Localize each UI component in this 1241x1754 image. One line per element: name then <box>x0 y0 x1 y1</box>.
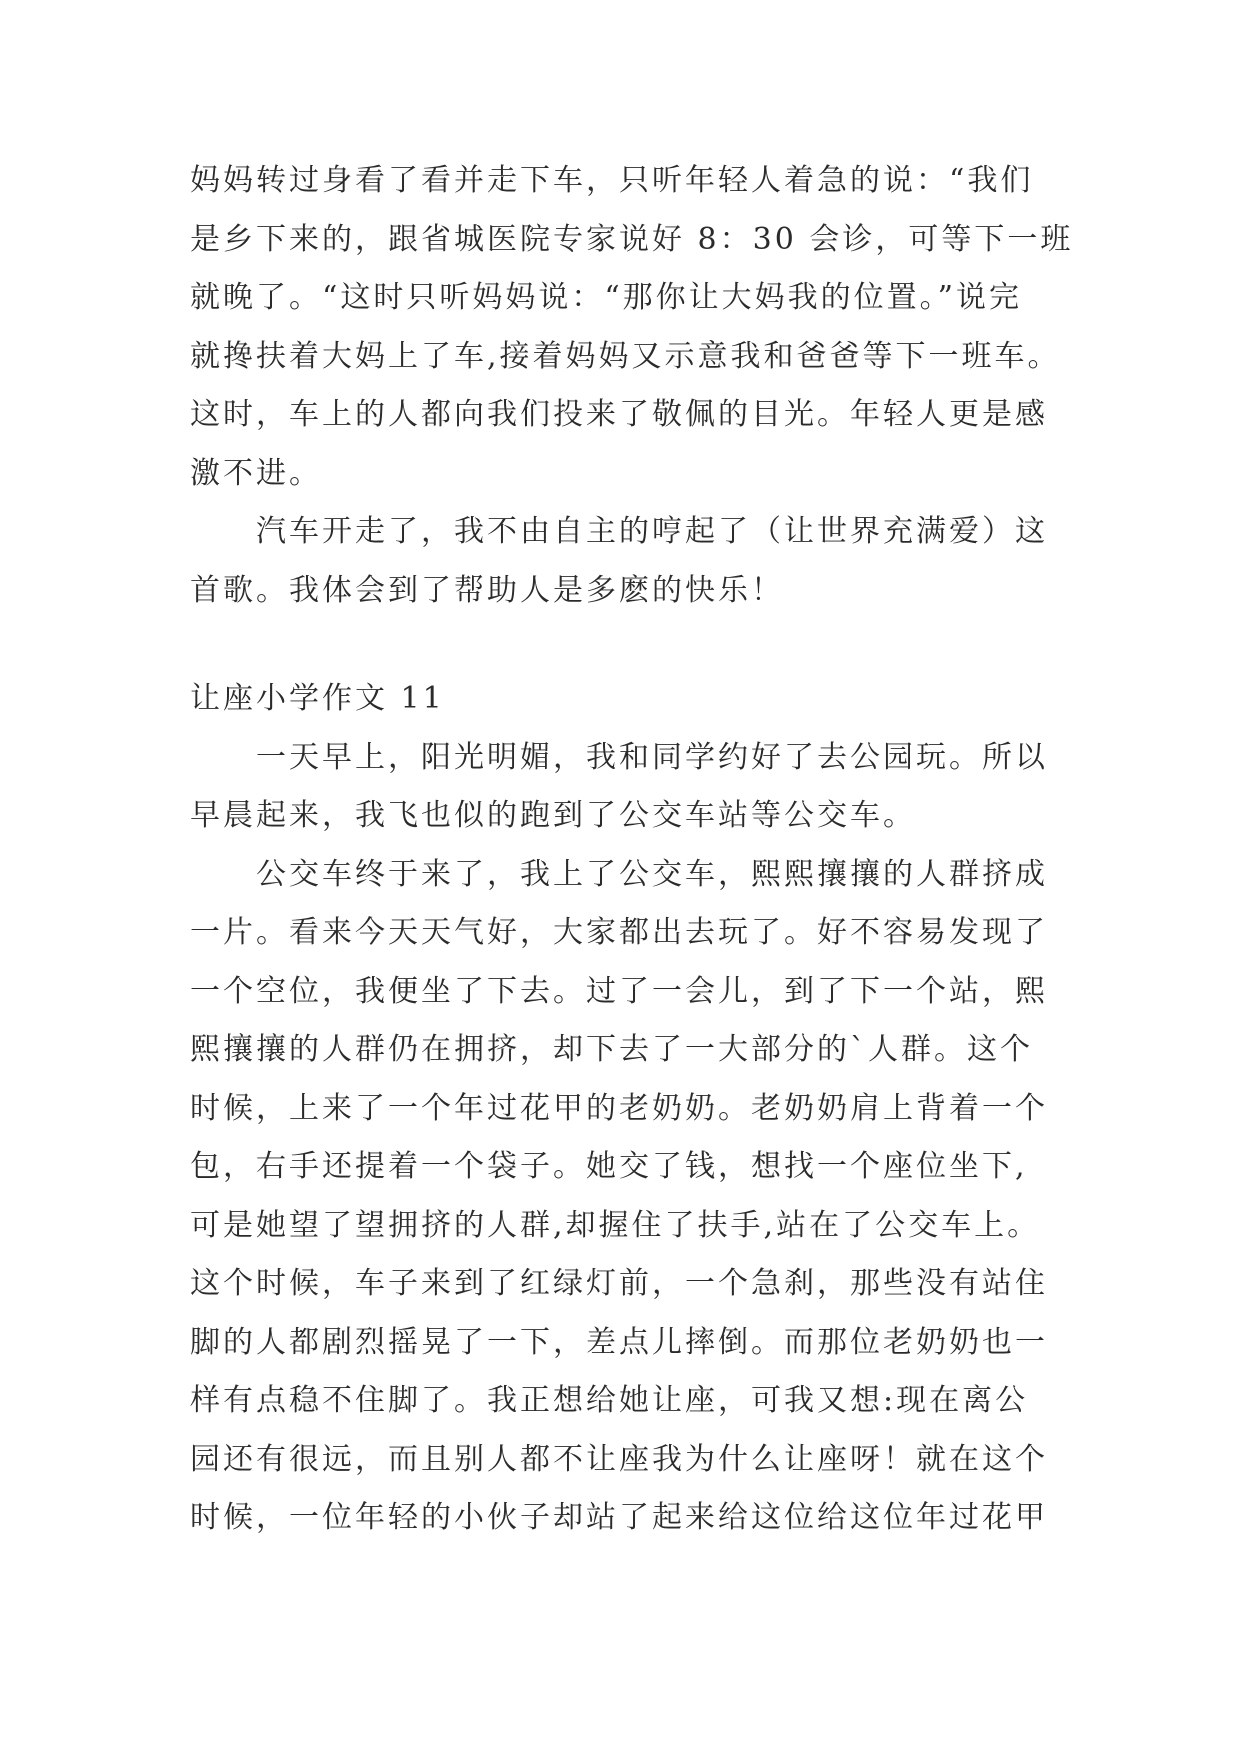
text-line: 首歌。我体会到了帮助人是多麽的快乐！ <box>190 572 784 608</box>
paragraph-2 <box>190 503 1060 620</box>
text-line: 一个空位，我便坐了下去。过了一会儿，到了下一个站，熙 <box>190 973 1048 1009</box>
text-line: 可是她望了望拥挤的人群,却握住了扶手,站在了公交车上。 <box>190 1207 1041 1243</box>
text-line: 这个时候，车子来到了红绿灯前，一个急刹，那些没有站住 <box>190 1266 1048 1301</box>
text-line: 就晚了。“这时只听妈妈说：“那你让大妈我的位置。”说完 <box>190 280 1023 315</box>
text-line: 汽车开走了，我不由自主的哼起了（让世界充满爱）这 <box>256 514 1048 549</box>
text-line: 园还有很远，而且别人都不让座我为什么让座呀！就在这个 <box>190 1441 1048 1477</box>
paragraph-4 <box>190 846 1060 1548</box>
text-line: 包，右手还提着一个袋子。她交了钱，想找一个座位坐下, <box>190 1149 1028 1184</box>
text-line: 就搀扶着大妈上了车,接着妈妈又示意我和爸爸等下一班车。 <box>190 338 1061 374</box>
paragraph-1 <box>190 152 1074 503</box>
document-page <box>190 152 1074 1548</box>
text-line: 一片。看来今天天气好，大家都出去玩了。好不容易发现了 <box>190 915 1048 950</box>
text-line: 是乡下来的，跟省城医院专家说好 8：30 会诊，可等下一班 <box>190 221 1074 257</box>
text-line: 这时，车上的人都向我们投来了敬佩的目光。年轻人更是感 <box>190 397 1048 432</box>
text-line: 样有点稳不住脚了。我正想给她让座，可我又想:现在离公 <box>190 1383 1029 1418</box>
text-line: 妈妈转过身看了看并走下车，只听年轻人着急的说：“我们 <box>190 163 1034 198</box>
text-line: 公交车终于来了，我上了公交车，熙熙攘攘的人群挤成 <box>256 856 1048 892</box>
section-heading: 让座小学作文 11 <box>190 681 445 716</box>
text-line: 一天早上，阳光明媚，我和同学约好了去公园玩。所以 <box>256 739 1048 775</box>
text-line: 时候，一位年轻的小伙子却站了起来给这位给这位年过花甲 <box>190 1500 1048 1535</box>
section-gap <box>190 620 1060 670</box>
text-line: 脚的人都剧烈摇晃了一下，差点儿摔倒。而那位老奶奶也一 <box>190 1324 1048 1360</box>
text-line: 激不进。 <box>190 455 322 491</box>
text-line: 早晨起来，我飞也似的跑到了公交车站等公交车。 <box>190 798 916 833</box>
text-line: 熙攘攘的人群仍在拥挤，却下去了一大部分的`人群。这个 <box>190 1032 1033 1067</box>
text-line: 时候，上来了一个年过花甲的老奶奶。老奶奶肩上背着一个 <box>190 1090 1048 1126</box>
paragraph-3 <box>190 729 1060 846</box>
